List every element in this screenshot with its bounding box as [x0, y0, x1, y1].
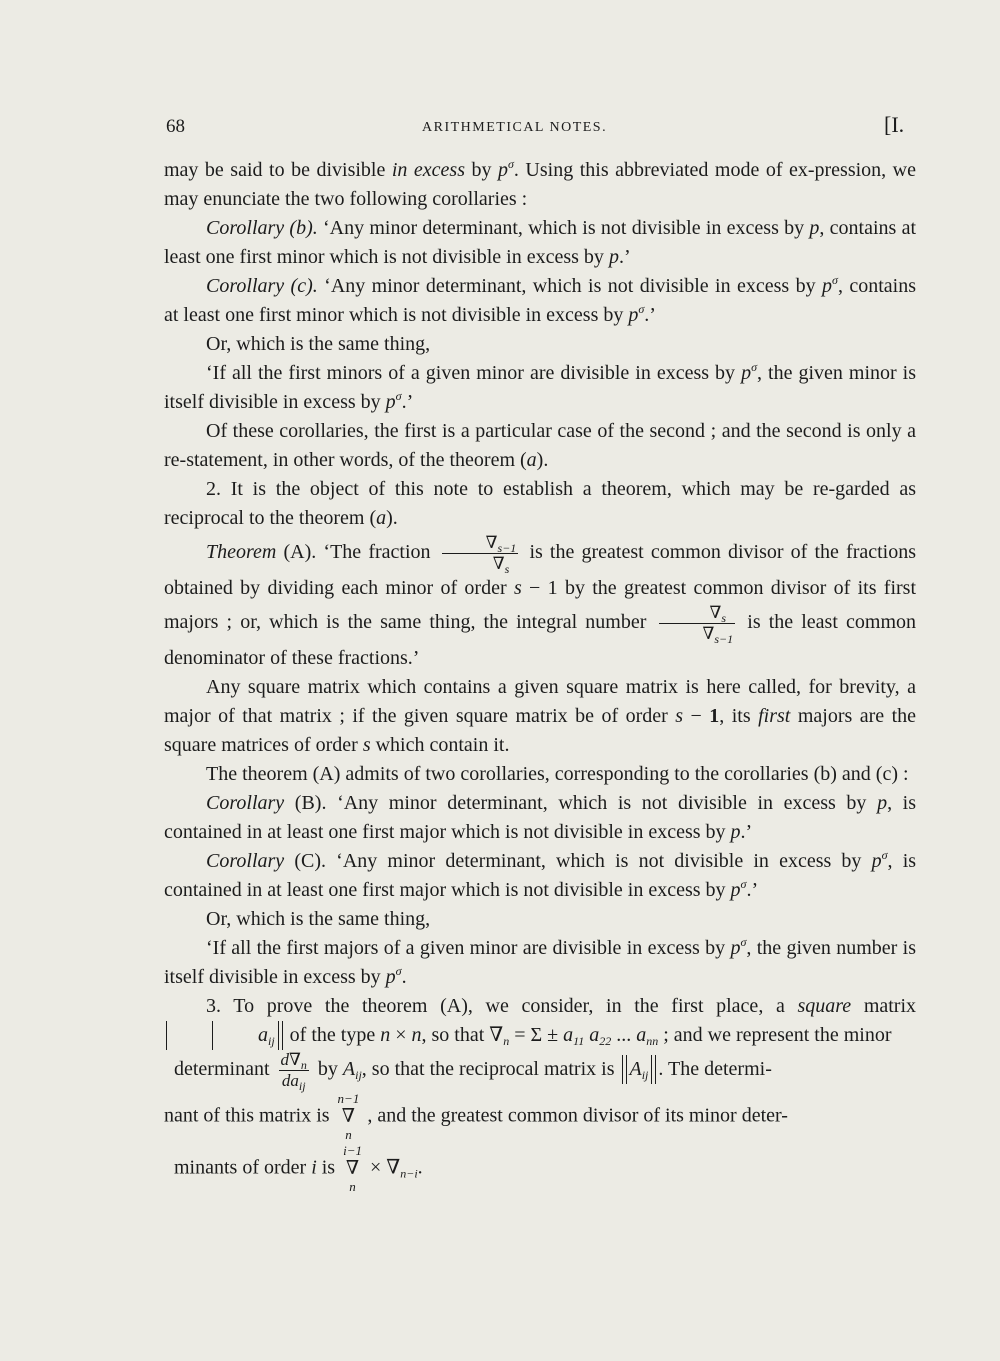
determinant-line: determinant $\frac{d\nabla_n}{da_{ij}}$ by $A_{ij}$, so that the reciprocal matrix is $A_{ij}$ . The determi-	[174, 1050, 772, 1093]
nabla-stack-2: i−1 ∇ n	[343, 1143, 362, 1194]
paragraph-intro: may be said to be divisible in excess by $p^\sigma$. Using this abbreviated mode of ex-pression, we may enunciate the two following corollaries :	[164, 157, 916, 210]
fraction-derivative: $\frac{d\nabla_n}{da_{ij}}$	[280, 1050, 307, 1093]
theorem-A: Theorem (A). ‘The fraction $\frac{\nabla_{s-1}}{\nabla_s}$ is the greatest common divisor of the fractions obtained by dividing each minor of order s − 1 by the greatest common divisor of its first majors ; or, which is the same thing, the integral number $\frac{\nabla_s}{\nabla_{s-1}}$ is the least common denominator of these fractions.’	[164, 533, 917, 669]
fraction-nabla-inverse: $\frac{\nabla_s}{\nabla_{s-1}}$	[659, 603, 736, 644]
nabla-stack-1: n−1 ∇ n	[337, 1091, 360, 1142]
running-title: ARITHMETICAL NOTES.	[422, 120, 608, 135]
section-2: 2. It is the object of this note to establish a theorem, which may be re-garded as reciprocal to the theorem (a).	[164, 478, 916, 529]
if-all-majors: ‘If all the first majors of a given minor are divisible in excess by $p^\sigma$, the given number is itself divisible in excess by $p^\sigma$.	[164, 935, 916, 988]
nant-line: nant of this matrix is n−1 ∇ n , and the greatest common divisor of its minor deter-	[164, 1091, 788, 1142]
minants-line: minants of order i is i−1 ∇ n × $\nabla_{n-i}$.	[174, 1143, 423, 1194]
same-thing-2: Or, which is the same thing,	[206, 908, 431, 930]
corollary-b: Corollary (b). ‘Any minor determinant, which is not divisible in excess by p, contains at least one first minor which is not divisible in excess by p.’	[164, 217, 917, 268]
section-marker: [I.	[884, 112, 905, 137]
page-header	[0, 112, 1000, 142]
page-number: 68	[166, 116, 185, 137]
any-square-matrix: Any square matrix which contains a given square matrix is here called, for brevity, a major of that matrix ; if the given square matrix be of order s − 1, its first majors are the square matrices of order s which contain it.	[164, 676, 917, 756]
corollary-B: Corollary (B). ‘Any minor determinant, which is not divisible in excess by p, is contained in at least one first major which is not divisible in excess by p.’	[164, 792, 917, 843]
corollary-C: Corollary (C). ‘Any minor determinant, which is not divisible in excess by $p^\sigma$, is contained in at least one first major which is not divisible in excess by $p^\sigma$.’	[164, 848, 917, 901]
body-text	[164, 156, 916, 1195]
if-all-minors: ‘If all the first minors of a given minor are divisible in excess by $p^\sigma$, the given minor is itself divisible in excess by $p^\sigma$.’	[164, 360, 917, 413]
corollary-c: Corollary (c). ‘Any minor determinant, which is not divisible in excess by $p^\sigma$, contains at least one first minor which is not divisible in excess by $p^\sigma$.’	[164, 273, 917, 326]
of-these: Of these corollaries, the first is a particular case of the second ; and the second is only a re-statement, in other words, of the theorem (a).	[164, 420, 916, 471]
section-3: 3. To prove the theorem (A), we consider, in the first place, a square matrix $a_{ij}$ of the type n × n, so that $\nabla_n = \Sigma \pm a_{11}$ $a_{22}$ ... $a_{nn}$ ; and we represent the minor	[164, 992, 916, 1050]
same-thing-1: Or, which is the same thing,	[206, 333, 431, 355]
admits-corollaries: The theorem (A) admits of two corollaries, corresponding to the corollaries (b) and (c) :	[206, 763, 909, 785]
fraction-nabla: $\frac{\nabla_{s-1}}{\nabla_s}$	[442, 533, 519, 574]
